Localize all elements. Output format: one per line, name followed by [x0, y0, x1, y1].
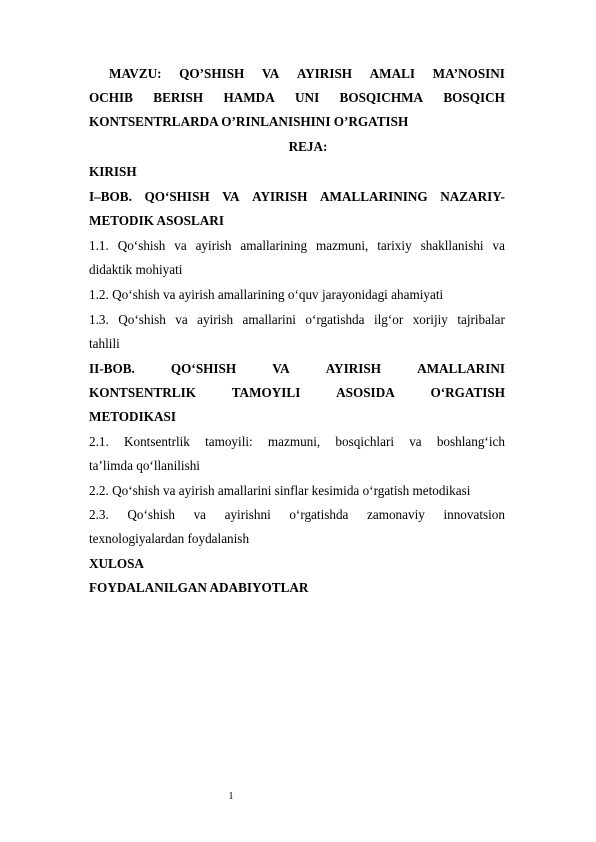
word: TAMOYILI [231, 385, 301, 400]
word: AYIRISH [252, 189, 308, 204]
word: ayirish [197, 312, 234, 327]
word: xorijiy [412, 312, 448, 327]
chapter1-item1-line-1 [89, 234, 505, 258]
word: KONTSENTRLIK [89, 385, 196, 400]
chapter1-heading-line-2: METODIK ASOSLARI [89, 213, 224, 228]
word: ilg‘or [373, 312, 404, 327]
title-line-2 [89, 86, 505, 110]
word: va [175, 312, 188, 327]
word: shakllanishi [420, 238, 484, 253]
title-line-1 [89, 62, 505, 86]
word: tajribalar [457, 312, 505, 327]
word: UNI [295, 90, 320, 105]
word: 2.3. [89, 507, 109, 522]
word: OCHIB [89, 90, 133, 105]
word: mazmuni, [267, 434, 321, 449]
chapter1-item3-line-1 [89, 308, 505, 332]
word: innovatsion [443, 507, 505, 522]
word: zamonaviy [367, 507, 425, 522]
word: ayirish [195, 238, 232, 253]
word: VA [261, 66, 280, 81]
word: bosqichlari [335, 434, 395, 449]
word: AYIRISH [325, 361, 381, 376]
chapter2-heading-line-2 [89, 381, 505, 405]
word: AYIRISH [296, 66, 353, 81]
word: Qo‘shish [127, 507, 175, 522]
chapter1-heading-line-1 [89, 185, 505, 209]
chapter1-item1-line-2: didaktik mohiyati [89, 262, 183, 277]
word: QO’SHISH [179, 66, 245, 81]
word: ayirishni [224, 507, 271, 522]
word: 2.1. [89, 434, 109, 449]
chapter2-heading-line-1 [89, 357, 505, 381]
word: amallarining [240, 238, 308, 253]
word: HAMDA [223, 90, 275, 105]
word: AMALI [369, 66, 416, 81]
word: 1.1. [89, 238, 109, 253]
word: o‘rgatishda [305, 312, 365, 327]
word: va [492, 238, 505, 253]
plan-heading: REJA: [288, 139, 328, 154]
word: BOSQICH [443, 90, 505, 105]
word: va [193, 507, 207, 522]
word: Qo‘shish [117, 238, 166, 253]
chapter2-item1-line-2: ta’limda qo‘llanilishi [89, 458, 200, 473]
chapter1-item2: 1.2. Qo‘shish va ayirish amallarining o‘quv jarayonidagi ahamiyati [89, 287, 444, 302]
conclusion-heading: XULOSA [89, 556, 144, 571]
word: QO‘SHISH [170, 361, 237, 376]
word: o‘rgatishda [289, 507, 349, 522]
word: Qo‘shish [118, 312, 166, 327]
word: I–BOB. [89, 189, 132, 204]
word: VA [272, 361, 290, 376]
word: VA [222, 189, 240, 204]
word: tarixiy [377, 238, 412, 253]
references-heading: FOYDALANILGAN ADABIYOTLAR [89, 580, 309, 595]
title-line-3: KONTSENTRLARDA O’RINLANISHINI O’RGATISH [89, 114, 409, 129]
chapter2-item2: 2.2. Qo‘shish va ayirish amallarini sinflar kesimida o‘rgatish metodikasi [89, 483, 471, 498]
word: BOSQICHMA [339, 90, 424, 105]
page-number: 1 [228, 791, 234, 802]
chapter2-item3-line-2: texnologiyalardan foydalanish [89, 531, 250, 546]
intro-heading: KIRISH [89, 164, 137, 179]
chapter2-item3-line-1 [89, 503, 505, 527]
word: AMALLARINI [417, 361, 505, 376]
word: va [409, 434, 422, 449]
chapter2-item1-line-1 [89, 430, 505, 454]
word: QO‘SHISH [144, 189, 210, 204]
word: AMALLARINING [319, 189, 428, 204]
word: 1.3. [89, 312, 109, 327]
word: va [174, 238, 187, 253]
word: II-BOB. [89, 361, 135, 376]
word: ASOSIDA [336, 385, 395, 400]
word: MAVZU: [109, 66, 162, 81]
word: boshlang‘ich [436, 434, 505, 449]
word: O‘RGATISH [430, 385, 505, 400]
word: Kontsentrlik [123, 434, 190, 449]
word: NAZARIY- [440, 189, 505, 204]
word: amallarini [242, 312, 296, 327]
word: mazmuni, [315, 238, 369, 253]
chapter1-item3-line-2: tahlili [89, 336, 120, 351]
word: MA’NOSINI [432, 66, 505, 81]
word: tamoyili: [205, 434, 253, 449]
chapter2-heading-line-3: METODIKASI [89, 409, 176, 424]
word: BERISH [153, 90, 204, 105]
